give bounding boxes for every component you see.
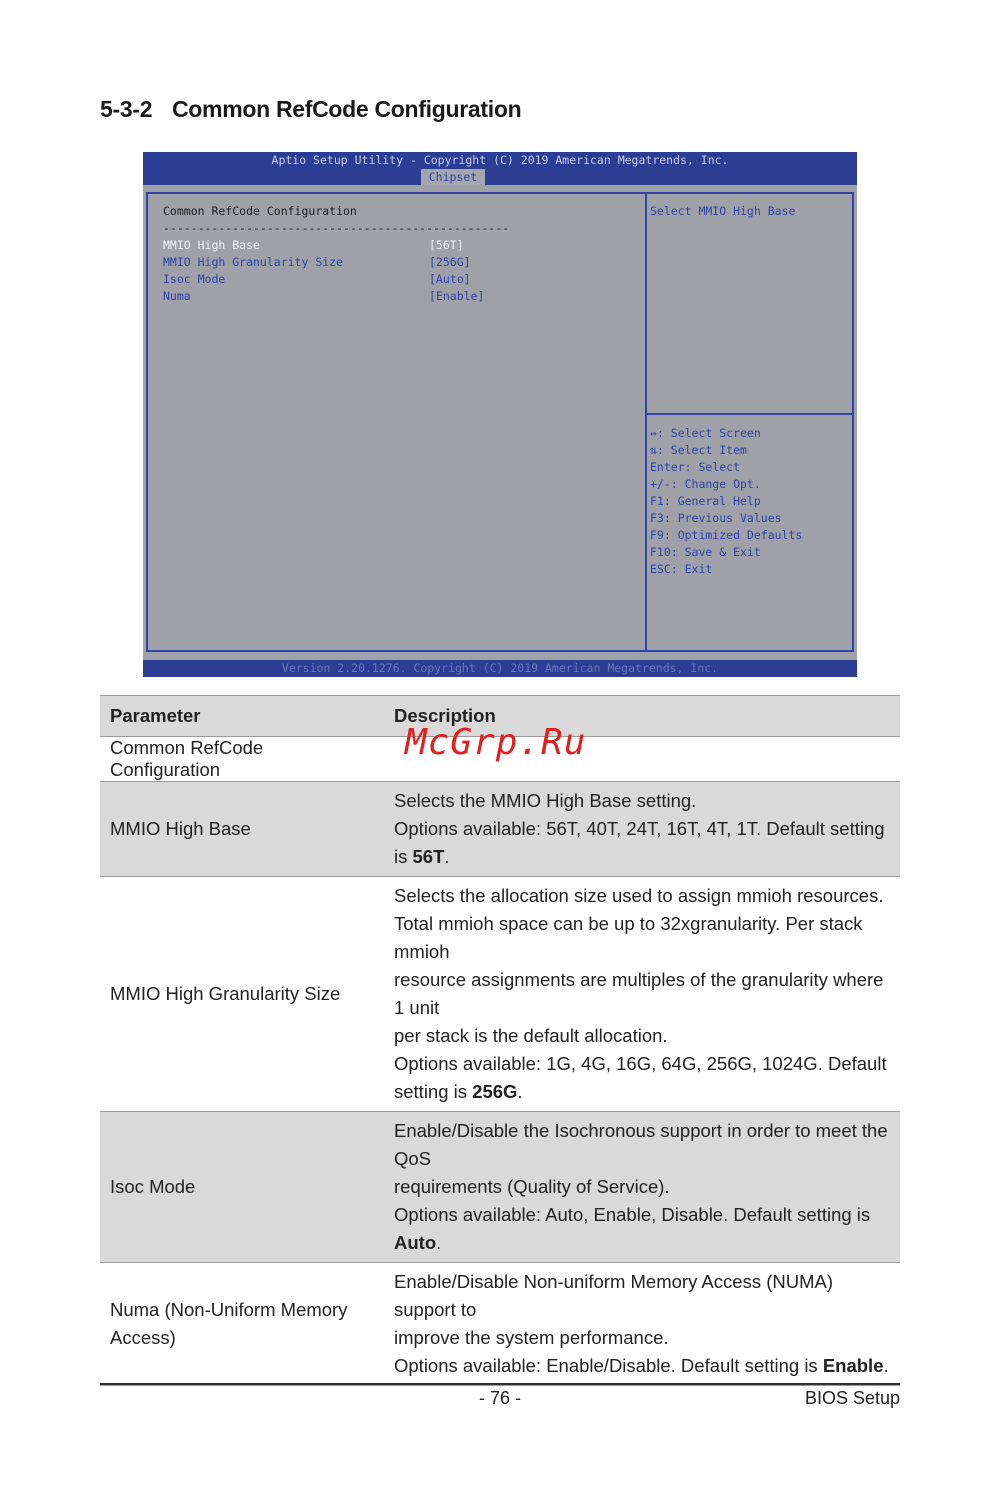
default-value: 56T [412, 846, 445, 867]
page-number: - 76 - [478, 1388, 521, 1408]
header-parameter: Parameter [100, 696, 384, 737]
desc-options: Options available: Auto, Enable, Disable. Default setting is Auto. [394, 1204, 871, 1253]
desc-line: Total mmioh space can be up to 32xgranularity. Per stack mmioh [394, 913, 863, 962]
bios-key-legend [650, 425, 802, 578]
bios-item-numa[interactable]: Numa [163, 289, 191, 303]
desc-options: Options available: 1G, 4G, 16G, 64G, 256G, 1024G. Default setting is 256G. [394, 1053, 887, 1102]
bios-screenshot [143, 152, 857, 677]
header-description: Description [384, 696, 900, 737]
desc-cell [384, 877, 900, 1112]
table-row [100, 1112, 900, 1263]
bios-item-mmio-granularity[interactable]: MMIO High Granularity Size [163, 255, 344, 269]
tab-chipset[interactable]: Chipset [421, 169, 485, 185]
parameter-table [100, 695, 900, 1386]
section-number: 5-3-2 [100, 96, 153, 122]
default-value: 256G [472, 1081, 518, 1102]
key-f10: F10: Save & Exit [650, 545, 761, 559]
options-text: Options available: Auto, Enable, Disable. Default setting is [394, 1204, 871, 1225]
footer-section-name: BIOS Setup [804, 1388, 900, 1408]
desc-line: Selects the MMIO High Base setting. [394, 790, 697, 811]
desc-line: Enable/Disable Non-uniform Memory Access (NUMA) support to [394, 1271, 833, 1320]
table-row [100, 782, 900, 877]
key-change-opt: +/-: Change Opt. [650, 477, 761, 491]
param-cell: Isoc Mode [100, 1112, 384, 1263]
desc-cell [384, 1263, 900, 1386]
desc-cell [384, 1112, 900, 1263]
bios-help-divider [647, 413, 852, 415]
desc-cell [384, 782, 900, 877]
param-cell: MMIO High Base [100, 782, 384, 877]
table-row [100, 1263, 900, 1386]
key-f9: F9: Optimized Defaults [650, 528, 803, 542]
desc-line: Enable/Disable the Isochronous support in order to meet the QoS [394, 1120, 888, 1169]
key-select-item: ⇅: Select Item [650, 443, 747, 457]
key-esc: ESC: Exit [650, 562, 713, 576]
bios-footer: Version 2.20.1276. Copyright (C) 2019 American Megatrends, Inc. [143, 660, 857, 677]
bios-value-mmio-granularity[interactable]: [256G] [429, 255, 471, 269]
bios-help-text: Select MMIO High Base [650, 204, 796, 218]
bios-value-isoc-mode[interactable]: [Auto] [429, 272, 471, 286]
section-title [100, 96, 521, 123]
bios-divider [645, 192, 647, 652]
bios-value-mmio-high-base[interactable]: [56T] [429, 238, 464, 252]
bios-item-mmio-high-base[interactable]: MMIO High Base [163, 238, 260, 252]
key-f3: F3: Previous Values [650, 511, 782, 525]
desc-line: improve the system performance. [394, 1327, 669, 1348]
desc-options: Options available: Enable/Disable. Default setting is Enable. [394, 1355, 889, 1376]
options-text: Options available: 56T, 40T, 24T, 16T, 4T, 1T. Default setting is [394, 818, 885, 867]
desc-line: per stack is the default allocation. [394, 1025, 668, 1046]
footer-rule [100, 1383, 900, 1385]
options-text: Options available: 1G, 4G, 16G, 64G, 256G, 1024G. Default setting is [394, 1053, 887, 1102]
param-cell: Numa (Non-Uniform Memory Access) [100, 1263, 384, 1386]
bios-value-numa[interactable]: [Enable] [429, 289, 485, 303]
key-f1: F1: General Help [650, 494, 761, 508]
desc-line: Selects the allocation size used to assign mmioh resources. [394, 885, 884, 906]
table-row [100, 877, 900, 1112]
bios-header-title: Aptio Setup Utility - Copyright (C) 2019 American Megatrends, Inc. [271, 153, 729, 167]
default-value: Enable [822, 1355, 884, 1376]
param-cell: MMIO High Granularity Size [100, 877, 384, 1112]
bios-section-title: Common RefCode Configuration [163, 204, 357, 218]
desc-line: resource assignments are multiples of the granularity where 1 unit [394, 969, 884, 1018]
section-title-text: Common RefCode Configuration [172, 96, 522, 122]
default-value: Auto [394, 1232, 437, 1253]
watermark: McGrp.Ru [405, 722, 587, 763]
param-cell: Common RefCode Configuration [100, 737, 384, 782]
bios-separator: -------------------------------------------------- [163, 221, 510, 235]
key-select-screen: ↔: Select Screen [650, 426, 761, 440]
key-enter: Enter: Select [650, 460, 741, 474]
options-text: Options available: Enable/Disable. Default setting is [394, 1355, 823, 1376]
bios-item-isoc-mode[interactable]: Isoc Mode [163, 272, 226, 286]
desc-line: requirements (Quality of Service). [394, 1176, 670, 1197]
bios-header-bar [143, 152, 857, 185]
desc-options: Options available: 56T, 40T, 24T, 16T, 4T, 1T. Default setting is 56T. [394, 818, 885, 867]
